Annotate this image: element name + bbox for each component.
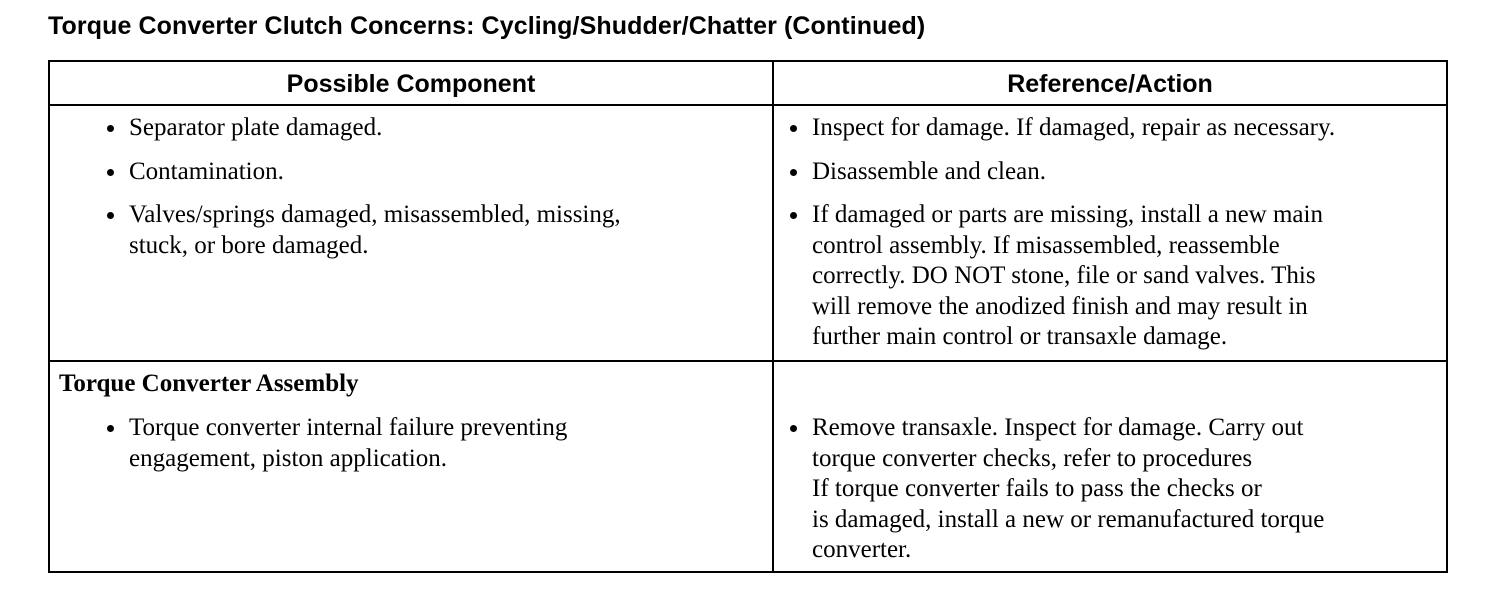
list-item: Valves/springs damaged, misassembled, missing, stuck, or bore damaged. — [107, 200, 757, 261]
header-possible-component: Possible Component — [286, 70, 536, 98]
list-item: Separator plate damaged. — [107, 113, 757, 144]
header-reference-action: Reference/Action — [1007, 70, 1213, 98]
list-item: Disassemble and clean. — [790, 157, 1440, 188]
row2-action-cell — [790, 413, 1440, 579]
concerns-table — [48, 60, 1448, 573]
list-item: If damaged or parts are missing, install a new main control assembly. If misassembled, reassemble correctly. DO NOT stone, file or sand valves. This will remove the anodized finish and may result in further main control or transaxle damage. — [790, 200, 1440, 353]
list-item: Inspect for damage. If damaged, repair as necessary. — [790, 113, 1440, 144]
row1-action-cell — [790, 113, 1440, 366]
section-title-torque-converter-assembly: Torque Converter Assembly — [59, 370, 359, 397]
list-item: Torque converter internal failure preventing engagement, piston application. — [107, 413, 757, 474]
page-title: Torque Converter Clutch Concerns: Cycling/Shudder/Chatter (Continued) — [48, 12, 926, 40]
list-item: Remove transaxle. Inspect for damage. Carry out torque converter checks, refer to procedures If torque converter fails to pass the checks or is damaged, install a new or remanufactured torque converter. — [790, 413, 1440, 566]
list-item: Contamination. — [107, 157, 757, 188]
row2-component-cell — [107, 413, 757, 487]
column-divider — [772, 62, 774, 571]
row1-component-cell — [107, 113, 757, 274]
